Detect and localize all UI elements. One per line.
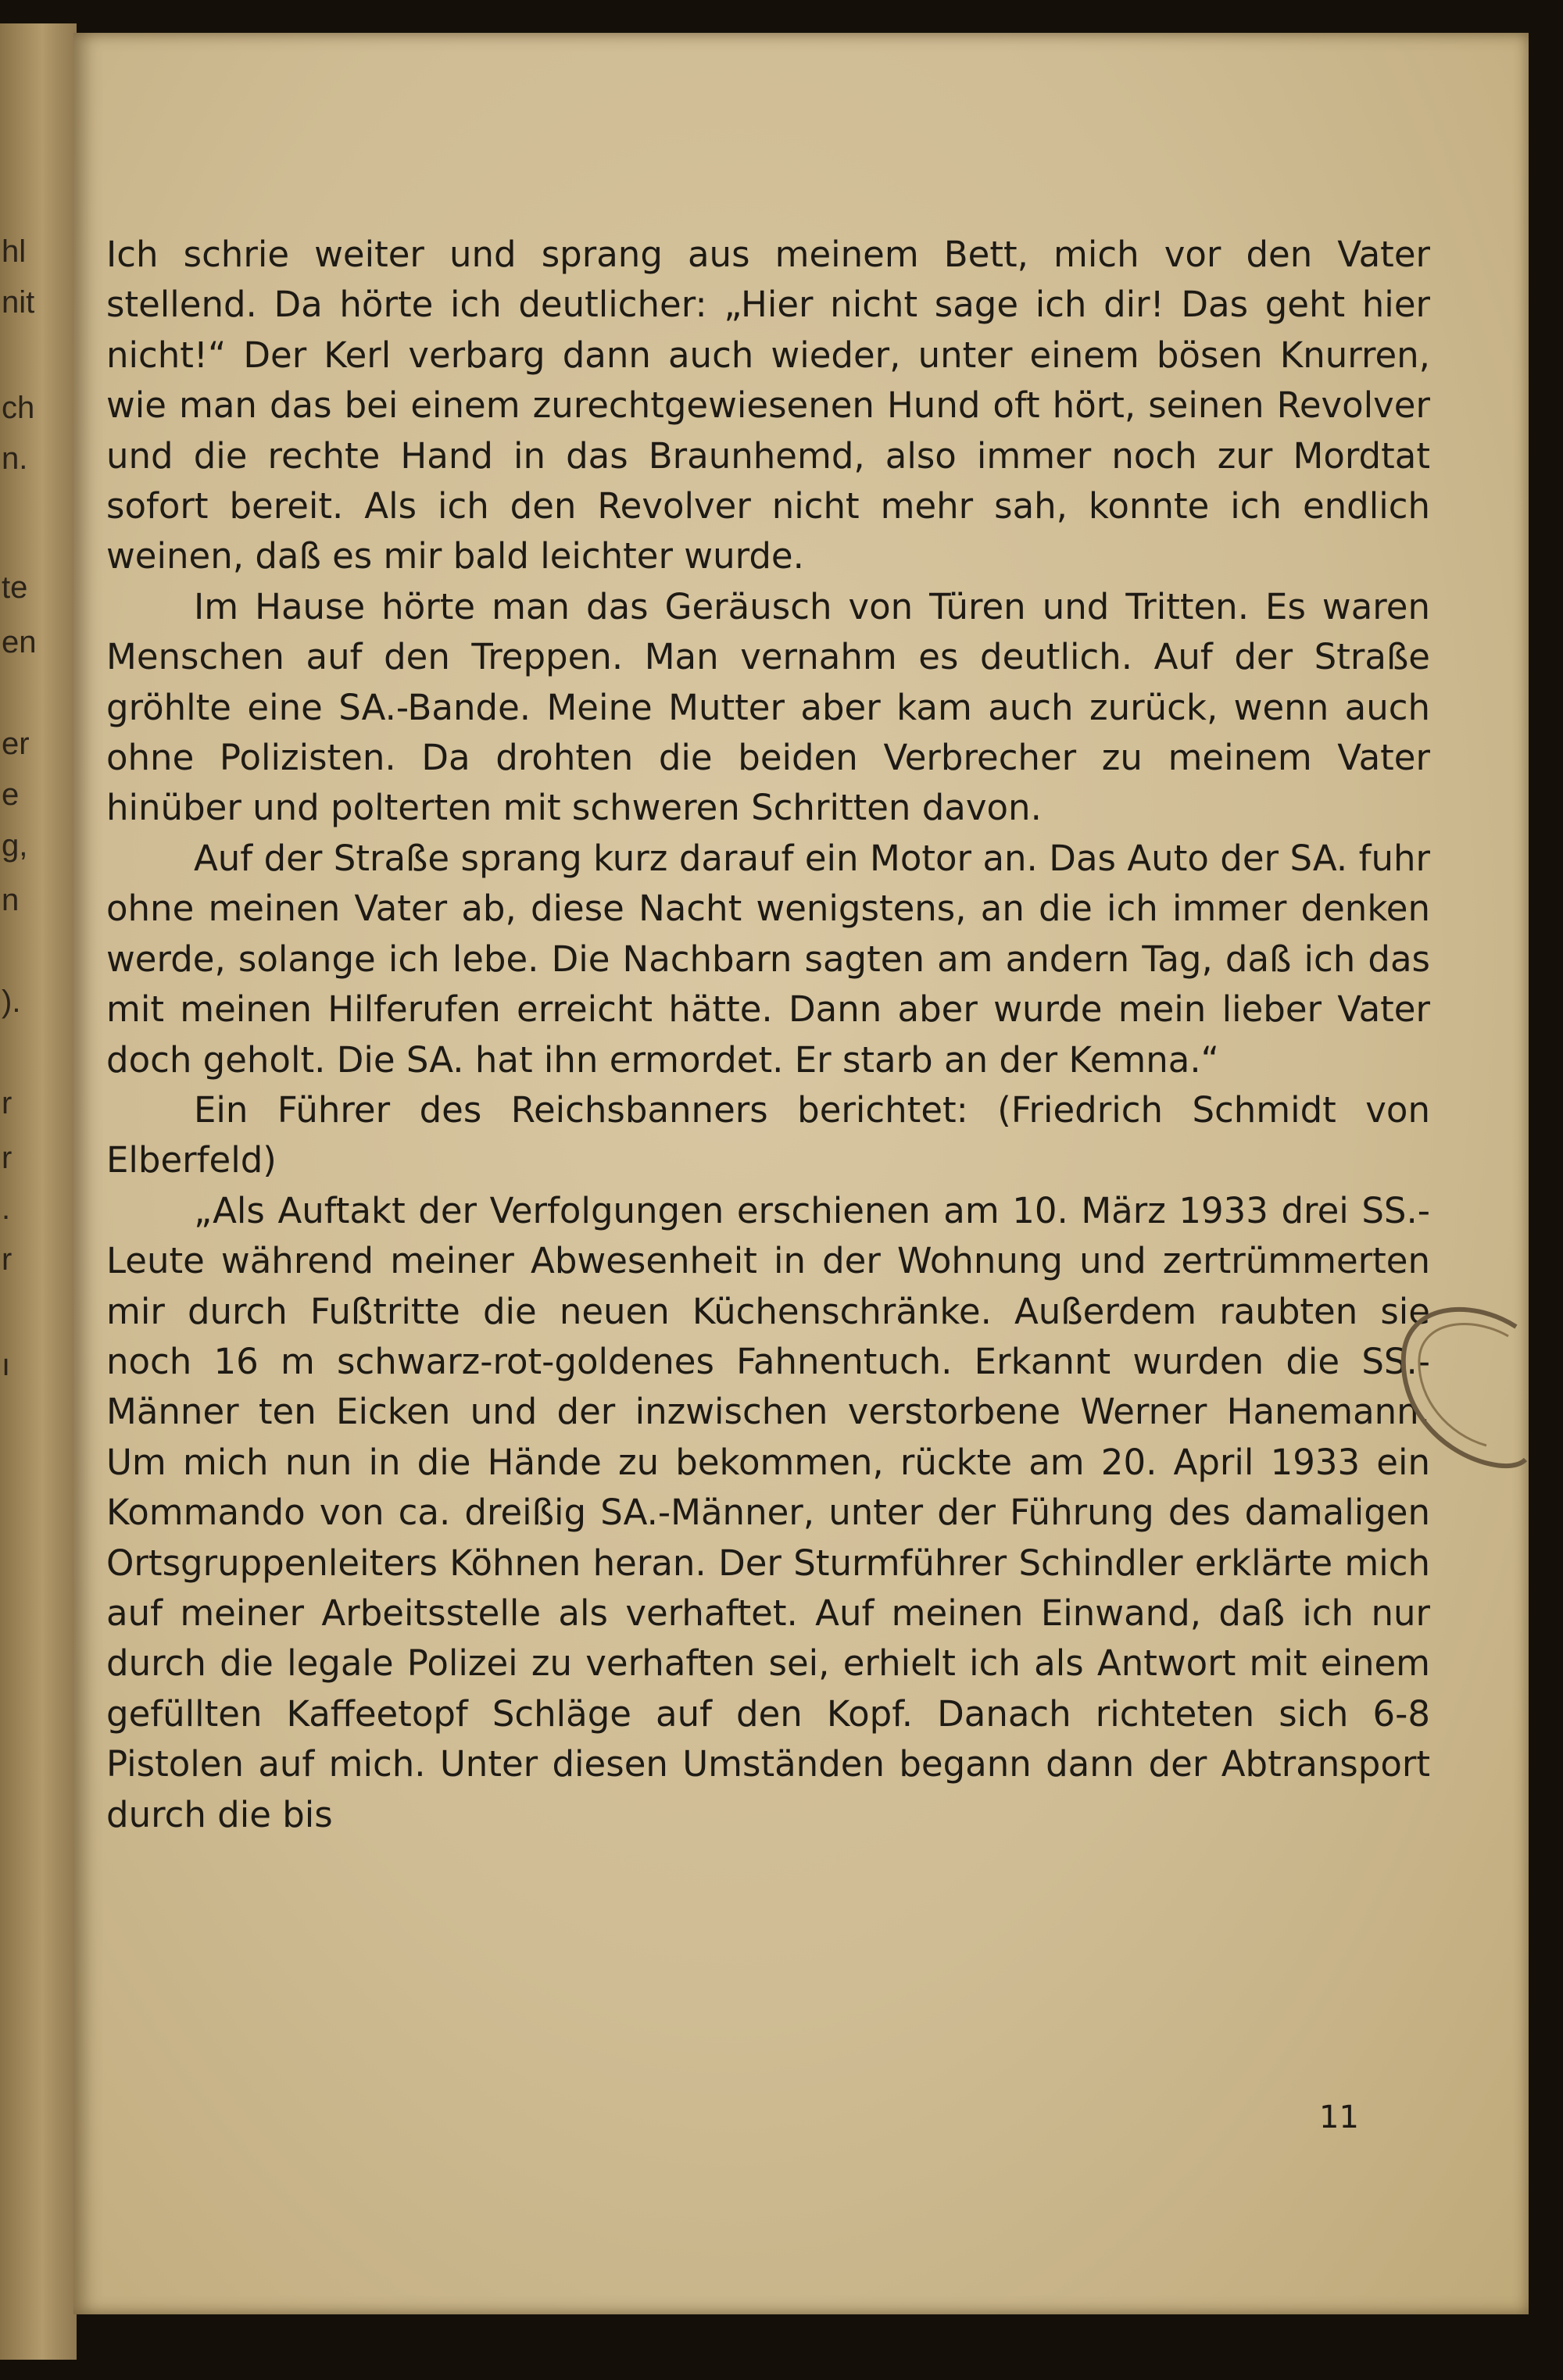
margin-fragment: n — [2, 883, 20, 917]
margin-fragment: er — [2, 727, 30, 761]
paragraph: „Als Auftakt der Verfolgungen erschienen am 10. März 1933 drei SS.-Leute während meiner Abwesenheit in der Wohnung und zertrümmerten mir durch Fußtritte die neuen Küchenschränke. Außerdem raubten sie noch 16 m schwarz-rot-goldenes Fahnentuch. Erkannt wurden die SS.-Männer ten Eicken und der inzwischen verstorbene Werner Hanemann. Um mich nun in die Hände zu bekommen, rückte am 20. April 1933 ein Kommando von ca. dreißig SA.-Männer, unter der Führung des damaligen Ortsgruppenleiters Köhnen heran. Der Sturmführer Schindler erklärte mich auf meiner Arbeitsstelle als verhaftet. Auf meinen Einwand, daß ich nur durch die legale Polizei zu verhaften sei, erhielt ich als Antwort mit einem gefüllten Kaffeetopf Schläge auf den Kopf. Danach richteten sich 6-8 Pistolen auf mich. Unter diesen Umständen begann dann der Abtransport durch die bis — [106, 1189, 1430, 1835]
margin-fragment: hl — [2, 234, 27, 269]
paragraph: Im Hause hörte man das Geräusch von Türen und Tritten. Es waren Menschen auf den Treppen. Man vernahm es deutlich. Auf der Straße gröhlte eine SA.-Bande. Meine Mutter aber kam auch zurück, wenn auch ohne Polizisten. Da drohten die beiden Verbrecher zu meinem Vater hinüber und polterten mit schweren Schritten davon. — [106, 585, 1430, 829]
margin-fragment: e — [2, 777, 20, 812]
margin-fragment: r — [2, 1242, 13, 1277]
paragraph: Ich schrie weiter und sprang aus meinem Bett, mich vor den Vater stellend. Da hörte ich deutlicher: „Hier nicht sage ich dir! Das geht hier nicht!“ Der Kerl verbarg dann auch wieder, unter einem bösen Knurren, wie man das bei einem zurechtgewiesenen Hund oft hört, seinen Revolver und die rechte Hand in das Braunhemd, also immer noch zur Mordtat sofort bereit. Als ich den Revolver nicht mehr sah, konnte ich endlich weinen, daß es mir bald leichter wurde. — [106, 234, 1430, 577]
margin-fragment: nit — [2, 285, 35, 320]
margin-fragment: . — [2, 1192, 11, 1226]
book-page — [73, 33, 1529, 2314]
margin-fragment: r — [2, 1141, 13, 1175]
page-number: 11 — [1319, 2099, 1359, 2135]
paper-clip-mark — [1352, 1281, 1540, 1485]
margin-fragment: n. — [2, 441, 28, 476]
margin-fragment: g, — [2, 828, 28, 863]
paragraph: Ein Führer des Reichsbanners berichtet: (Friedrich Schmidt von Elberfeld) — [106, 1088, 1430, 1181]
previous-page-edge — [0, 23, 77, 2360]
paragraph: Auf der Straße sprang kurz darauf ein Motor an. Das Auto der SA. fuhr ohne meinen Vater ab, diese Nacht wenigstens, an die ich immer denken werde, solange ich lebe. Die Nachbarn sagten am andern Tag, daß ich das mit meinen Hilferufen erreicht hätte. Dann aber wurde mein lieber Vater doch geholt. Die SA. hat ihn ermordet. Er starb an der Kemna.“ — [106, 837, 1430, 1081]
margin-fragment: te — [2, 570, 28, 605]
margin-fragment: en — [2, 625, 37, 659]
margin-fragment: ch — [2, 391, 35, 425]
margin-fragment: ). — [2, 985, 21, 1019]
margin-fragment: r — [2, 1086, 13, 1120]
page-body-text — [106, 230, 1430, 1840]
margin-fragment: ı — [2, 1348, 11, 1382]
